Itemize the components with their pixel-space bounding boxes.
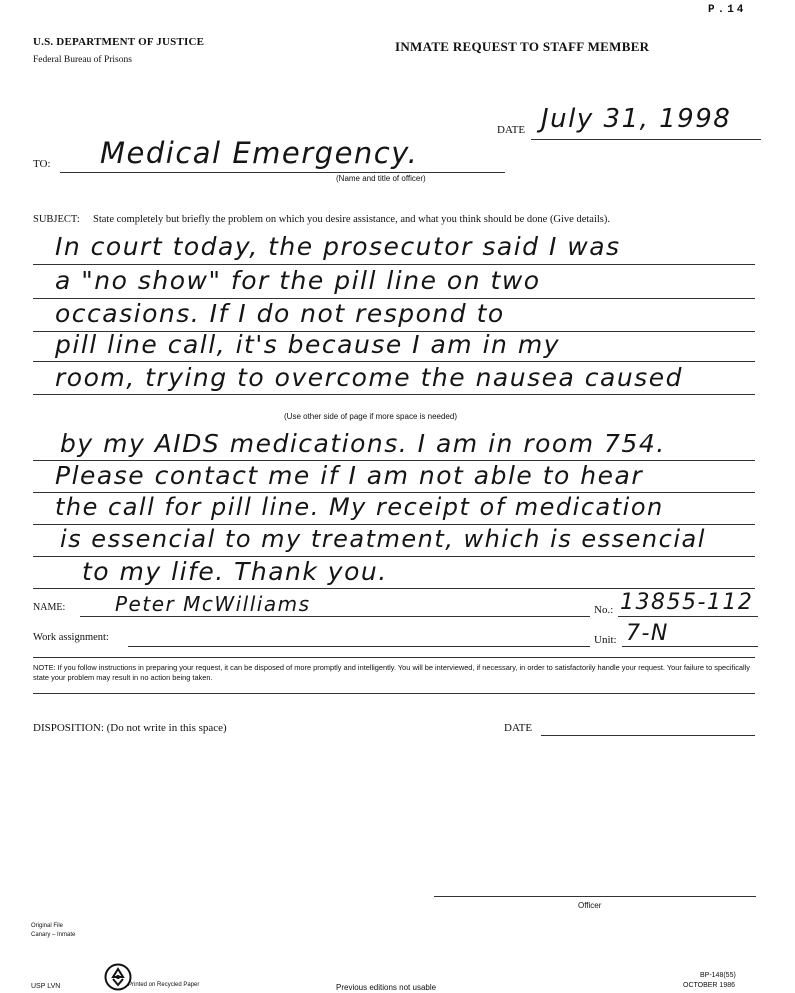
fax-page-number: P.14 xyxy=(708,4,747,16)
form-number: BP-148(55) xyxy=(700,972,736,979)
note-top-rule xyxy=(33,657,755,658)
form-title: INMATE REQUEST TO STAFF MEMBER xyxy=(395,39,650,54)
to-caption: (Name and title of officer) xyxy=(336,174,426,183)
subject-line-1 xyxy=(33,264,755,265)
copy-canary: Canary – Inmate xyxy=(31,932,76,938)
date-field[interactable]: July 31, 1998 xyxy=(541,104,732,134)
to-field[interactable]: Medical Emergency. xyxy=(100,136,419,170)
number-line xyxy=(618,616,758,617)
to-label: TO: xyxy=(33,158,51,170)
form-date: OCTOBER 1986 xyxy=(683,982,736,989)
disposition-date-label: DATE xyxy=(504,722,533,734)
disposition-date-line[interactable] xyxy=(541,735,755,736)
copy-original: Original File xyxy=(31,923,64,929)
space-note: (Use other side of page if more space is needed) xyxy=(284,412,457,421)
note-bottom-rule xyxy=(33,693,755,694)
to-line xyxy=(60,172,505,173)
subject-text-line: the call for pill line. My receipt of medication xyxy=(55,493,664,521)
previous-editions-note: Previous editions not usable xyxy=(336,983,437,992)
subject-text-line: to my life. Thank you. xyxy=(82,557,388,586)
subject-text-line: pill line call, it's because I am in my xyxy=(55,330,560,359)
date-label: DATE xyxy=(497,124,526,136)
unit-label: Unit: xyxy=(594,634,617,646)
subject-line-4 xyxy=(33,361,755,362)
subject-text-line: occasions. If I do not respond to xyxy=(55,299,505,328)
subject-text-line: Please contact me if I am not able to hear xyxy=(55,461,644,490)
department-name: U.S. DEPARTMENT OF JUSTICE xyxy=(33,36,205,48)
subject-instructions: State completely but briefly the problem on which you desire assistance, and what you think should be done (Give details). xyxy=(93,214,611,225)
bureau-name: Federal Bureau of Prisons xyxy=(33,55,132,65)
name-field[interactable]: Peter McWilliams xyxy=(115,592,311,616)
subject-text-line: is essencial to my treatment, which is essencial xyxy=(60,525,706,553)
unit-line xyxy=(622,646,758,647)
subject-line-10 xyxy=(33,588,755,589)
number-field[interactable]: 13855-112 xyxy=(620,590,754,615)
work-assignment-label: Work assignment: xyxy=(33,632,109,643)
subject-label: SUBJECT: xyxy=(33,214,80,225)
usp-code: USP LVN xyxy=(31,983,61,990)
disposition-label: DISPOSITION: (Do not write in this space) xyxy=(33,722,227,734)
number-label: No.: xyxy=(594,604,614,616)
subject-text-line: In court today, the prosecutor said I was xyxy=(55,232,621,261)
subject-text-line: a "no show" for the pill line on two xyxy=(55,266,541,295)
subject-text-line: by my AIDS medications. I am in room 754. xyxy=(60,429,666,458)
name-label: NAME: xyxy=(33,602,66,613)
officer-caption: Officer xyxy=(578,901,602,910)
recycled-paper-note: Printed on Recycled Paper xyxy=(128,982,200,988)
date-line xyxy=(531,139,761,140)
note-text: NOTE: If you follow instructions in preparing your request, it can be disposed of more promptly and intelligently. You will be interviewed, if necessary, in order to satisfactorily handle your request. Your failure to specifically state your problem may result in no action being taken. xyxy=(33,663,750,682)
officer-signature-line[interactable] xyxy=(434,896,756,897)
subject-text-line: room, trying to overcome the nausea caused xyxy=(55,363,683,392)
unit-field[interactable]: 7-N xyxy=(626,621,669,646)
name-line xyxy=(80,616,590,617)
work-assignment-line[interactable] xyxy=(128,646,590,647)
subject-line-5 xyxy=(33,394,755,395)
